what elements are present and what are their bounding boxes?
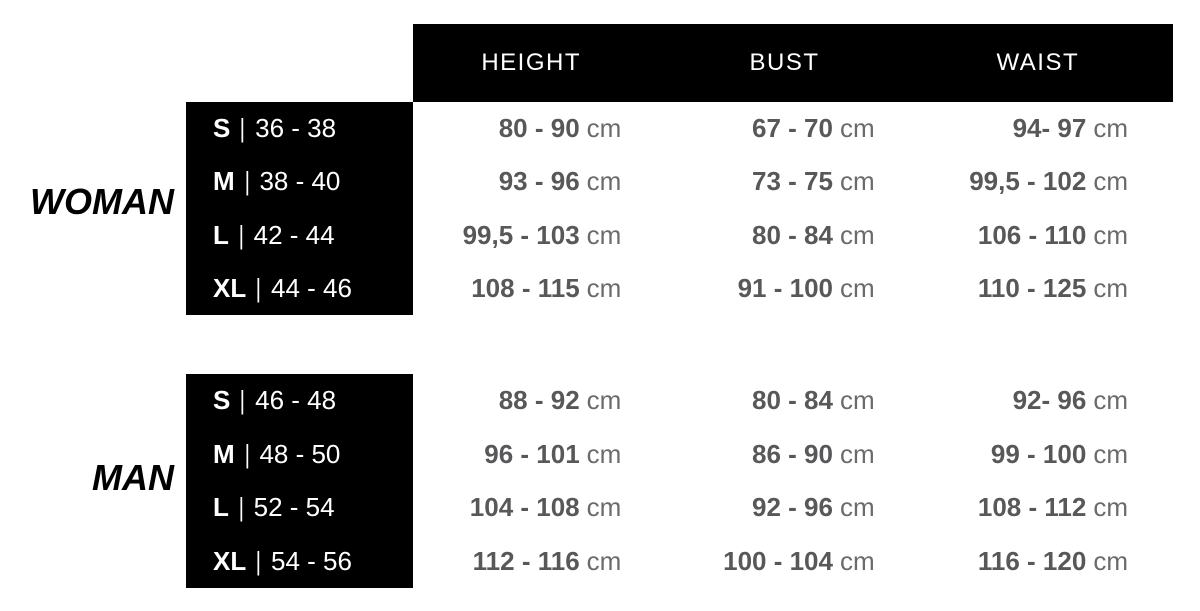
man-s-height-cell <box>413 374 666 428</box>
measurement-value: 99,5 - 103 <box>462 219 580 250</box>
measurement-value: 93 - 96 <box>498 166 580 197</box>
measurement-unit: cm <box>839 113 875 144</box>
size-separator: | <box>240 113 246 144</box>
measurement-value: 108 - 112 <box>977 492 1087 523</box>
measurement-unit: cm <box>839 545 875 576</box>
column-header-bar <box>413 24 1173 102</box>
measurement-value: 67 - 70 <box>752 113 833 144</box>
size-range: 54 - 56 <box>271 545 352 576</box>
measurement-unit: cm <box>1093 492 1128 523</box>
woman-size-row-s <box>186 102 413 155</box>
measurement-unit: cm <box>839 166 875 197</box>
measurement-value: 100 - 104 <box>723 545 833 576</box>
column-header-height: HEIGHT <box>481 49 581 76</box>
measurement-value: 92 - 96 <box>752 492 833 523</box>
measurement-unit: cm <box>586 166 622 197</box>
man-s-bust-cell <box>666 374 919 428</box>
measurement-value: 80 - 90 <box>498 113 580 144</box>
woman-size-row-l <box>186 209 413 262</box>
measurement-value: 112 - 116 <box>472 545 580 576</box>
woman-s-waist-cell <box>920 102 1173 155</box>
measurement-value: 99,5 - 102 <box>969 166 1087 197</box>
man-xl-bust-cell <box>666 535 919 589</box>
measurement-value: 80 - 84 <box>752 219 833 250</box>
size-separator: | <box>238 492 244 523</box>
size-range: 52 - 54 <box>253 492 335 523</box>
woman-size-row-xl <box>186 262 413 315</box>
measurement-value: 73 - 75 <box>752 166 833 197</box>
measurement-unit: cm <box>839 219 875 250</box>
size-separator: | <box>255 545 262 576</box>
measurement-unit: cm <box>839 385 875 416</box>
measurement-value: 91 - 100 <box>737 272 833 303</box>
measurement-value: 104 - 108 <box>469 492 580 523</box>
column-header-waist: WAIST <box>996 49 1080 76</box>
measurement-value: 92- 96 <box>1012 385 1087 416</box>
size-letter: S <box>213 113 231 144</box>
size-separator: | <box>255 272 262 303</box>
measurement-unit: cm <box>839 492 875 523</box>
measurement-unit: cm <box>1093 166 1128 197</box>
woman-m-height-cell <box>413 155 666 208</box>
group-label-man: MAN <box>92 457 174 498</box>
measurement-unit: cm <box>839 438 875 469</box>
man-s-waist-cell <box>920 374 1173 428</box>
woman-s-height-cell <box>413 102 666 155</box>
measurement-value: 94- 97 <box>1012 113 1087 144</box>
size-range: 42 - 44 <box>253 219 335 250</box>
size-letter: L <box>213 492 229 523</box>
measurement-value: 116 - 120 <box>977 545 1087 576</box>
measurement-unit: cm <box>586 219 622 250</box>
measurement-unit: cm <box>586 385 622 416</box>
measurement-unit: cm <box>586 492 622 523</box>
woman-xl-bust-cell <box>666 262 919 315</box>
measurement-value: 80 - 84 <box>752 385 833 416</box>
measurement-unit: cm <box>1093 385 1128 416</box>
size-letter: L <box>213 219 229 250</box>
size-range: 36 - 38 <box>255 113 337 144</box>
size-letter: XL <box>213 545 247 576</box>
measurement-unit: cm <box>1093 272 1128 303</box>
man-xl-height-cell <box>413 535 666 589</box>
size-range: 44 - 46 <box>271 272 352 303</box>
measurement-unit: cm <box>1093 545 1128 576</box>
size-letter: XL <box>213 272 247 303</box>
woman-m-waist-cell <box>920 155 1173 208</box>
woman-xl-waist-cell <box>920 262 1173 315</box>
size-range: 46 - 48 <box>255 385 337 416</box>
measurement-value: 99 - 100 <box>990 438 1087 469</box>
man-size-row-l <box>186 481 413 535</box>
size-letter: S <box>213 385 231 416</box>
man-size-box <box>186 374 413 588</box>
woman-l-height-cell <box>413 209 666 262</box>
measurement-unit: cm <box>1093 113 1128 144</box>
size-separator: | <box>244 438 250 469</box>
size-letter: M <box>213 166 235 197</box>
woman-xl-height-cell <box>413 262 666 315</box>
measurement-unit: cm <box>586 438 622 469</box>
woman-l-waist-cell <box>920 209 1173 262</box>
measurement-value: 108 - 115 <box>471 272 580 303</box>
man-size-row-m <box>186 428 413 482</box>
size-range: 48 - 50 <box>259 438 341 469</box>
man-l-waist-cell <box>920 481 1173 535</box>
woman-size-row-m <box>186 155 413 208</box>
man-size-row-s <box>186 374 413 428</box>
woman-size-box <box>186 102 413 315</box>
man-xl-waist-cell <box>920 535 1173 589</box>
man-m-waist-cell <box>920 428 1173 482</box>
woman-s-bust-cell <box>666 102 919 155</box>
measurement-value: 106 - 110 <box>977 219 1087 250</box>
measurement-unit: cm <box>586 113 622 144</box>
man-size-row-xl <box>186 535 413 589</box>
group-label-woman: WOMAN <box>30 181 174 222</box>
size-range: 38 - 40 <box>259 166 341 197</box>
man-l-height-cell <box>413 481 666 535</box>
measurement-unit: cm <box>1093 438 1128 469</box>
measurement-value: 96 - 101 <box>484 438 580 469</box>
measurement-unit: cm <box>839 272 875 303</box>
size-separator: | <box>244 166 250 197</box>
measurement-value: 88 - 92 <box>498 385 580 416</box>
measurement-unit: cm <box>1093 219 1128 250</box>
man-measurements <box>413 374 1173 588</box>
measurement-unit: cm <box>586 545 622 576</box>
man-m-height-cell <box>413 428 666 482</box>
man-m-bust-cell <box>666 428 919 482</box>
size-letter: M <box>213 438 235 469</box>
measurement-value: 110 - 125 <box>977 272 1087 303</box>
column-header-bust: BUST <box>749 49 820 76</box>
woman-measurements <box>413 102 1173 315</box>
measurement-unit: cm <box>586 272 622 303</box>
man-l-bust-cell <box>666 481 919 535</box>
woman-m-bust-cell <box>666 155 919 208</box>
measurement-value: 86 - 90 <box>752 438 833 469</box>
size-separator: | <box>240 385 246 416</box>
size-separator: | <box>238 219 244 250</box>
woman-l-bust-cell <box>666 209 919 262</box>
